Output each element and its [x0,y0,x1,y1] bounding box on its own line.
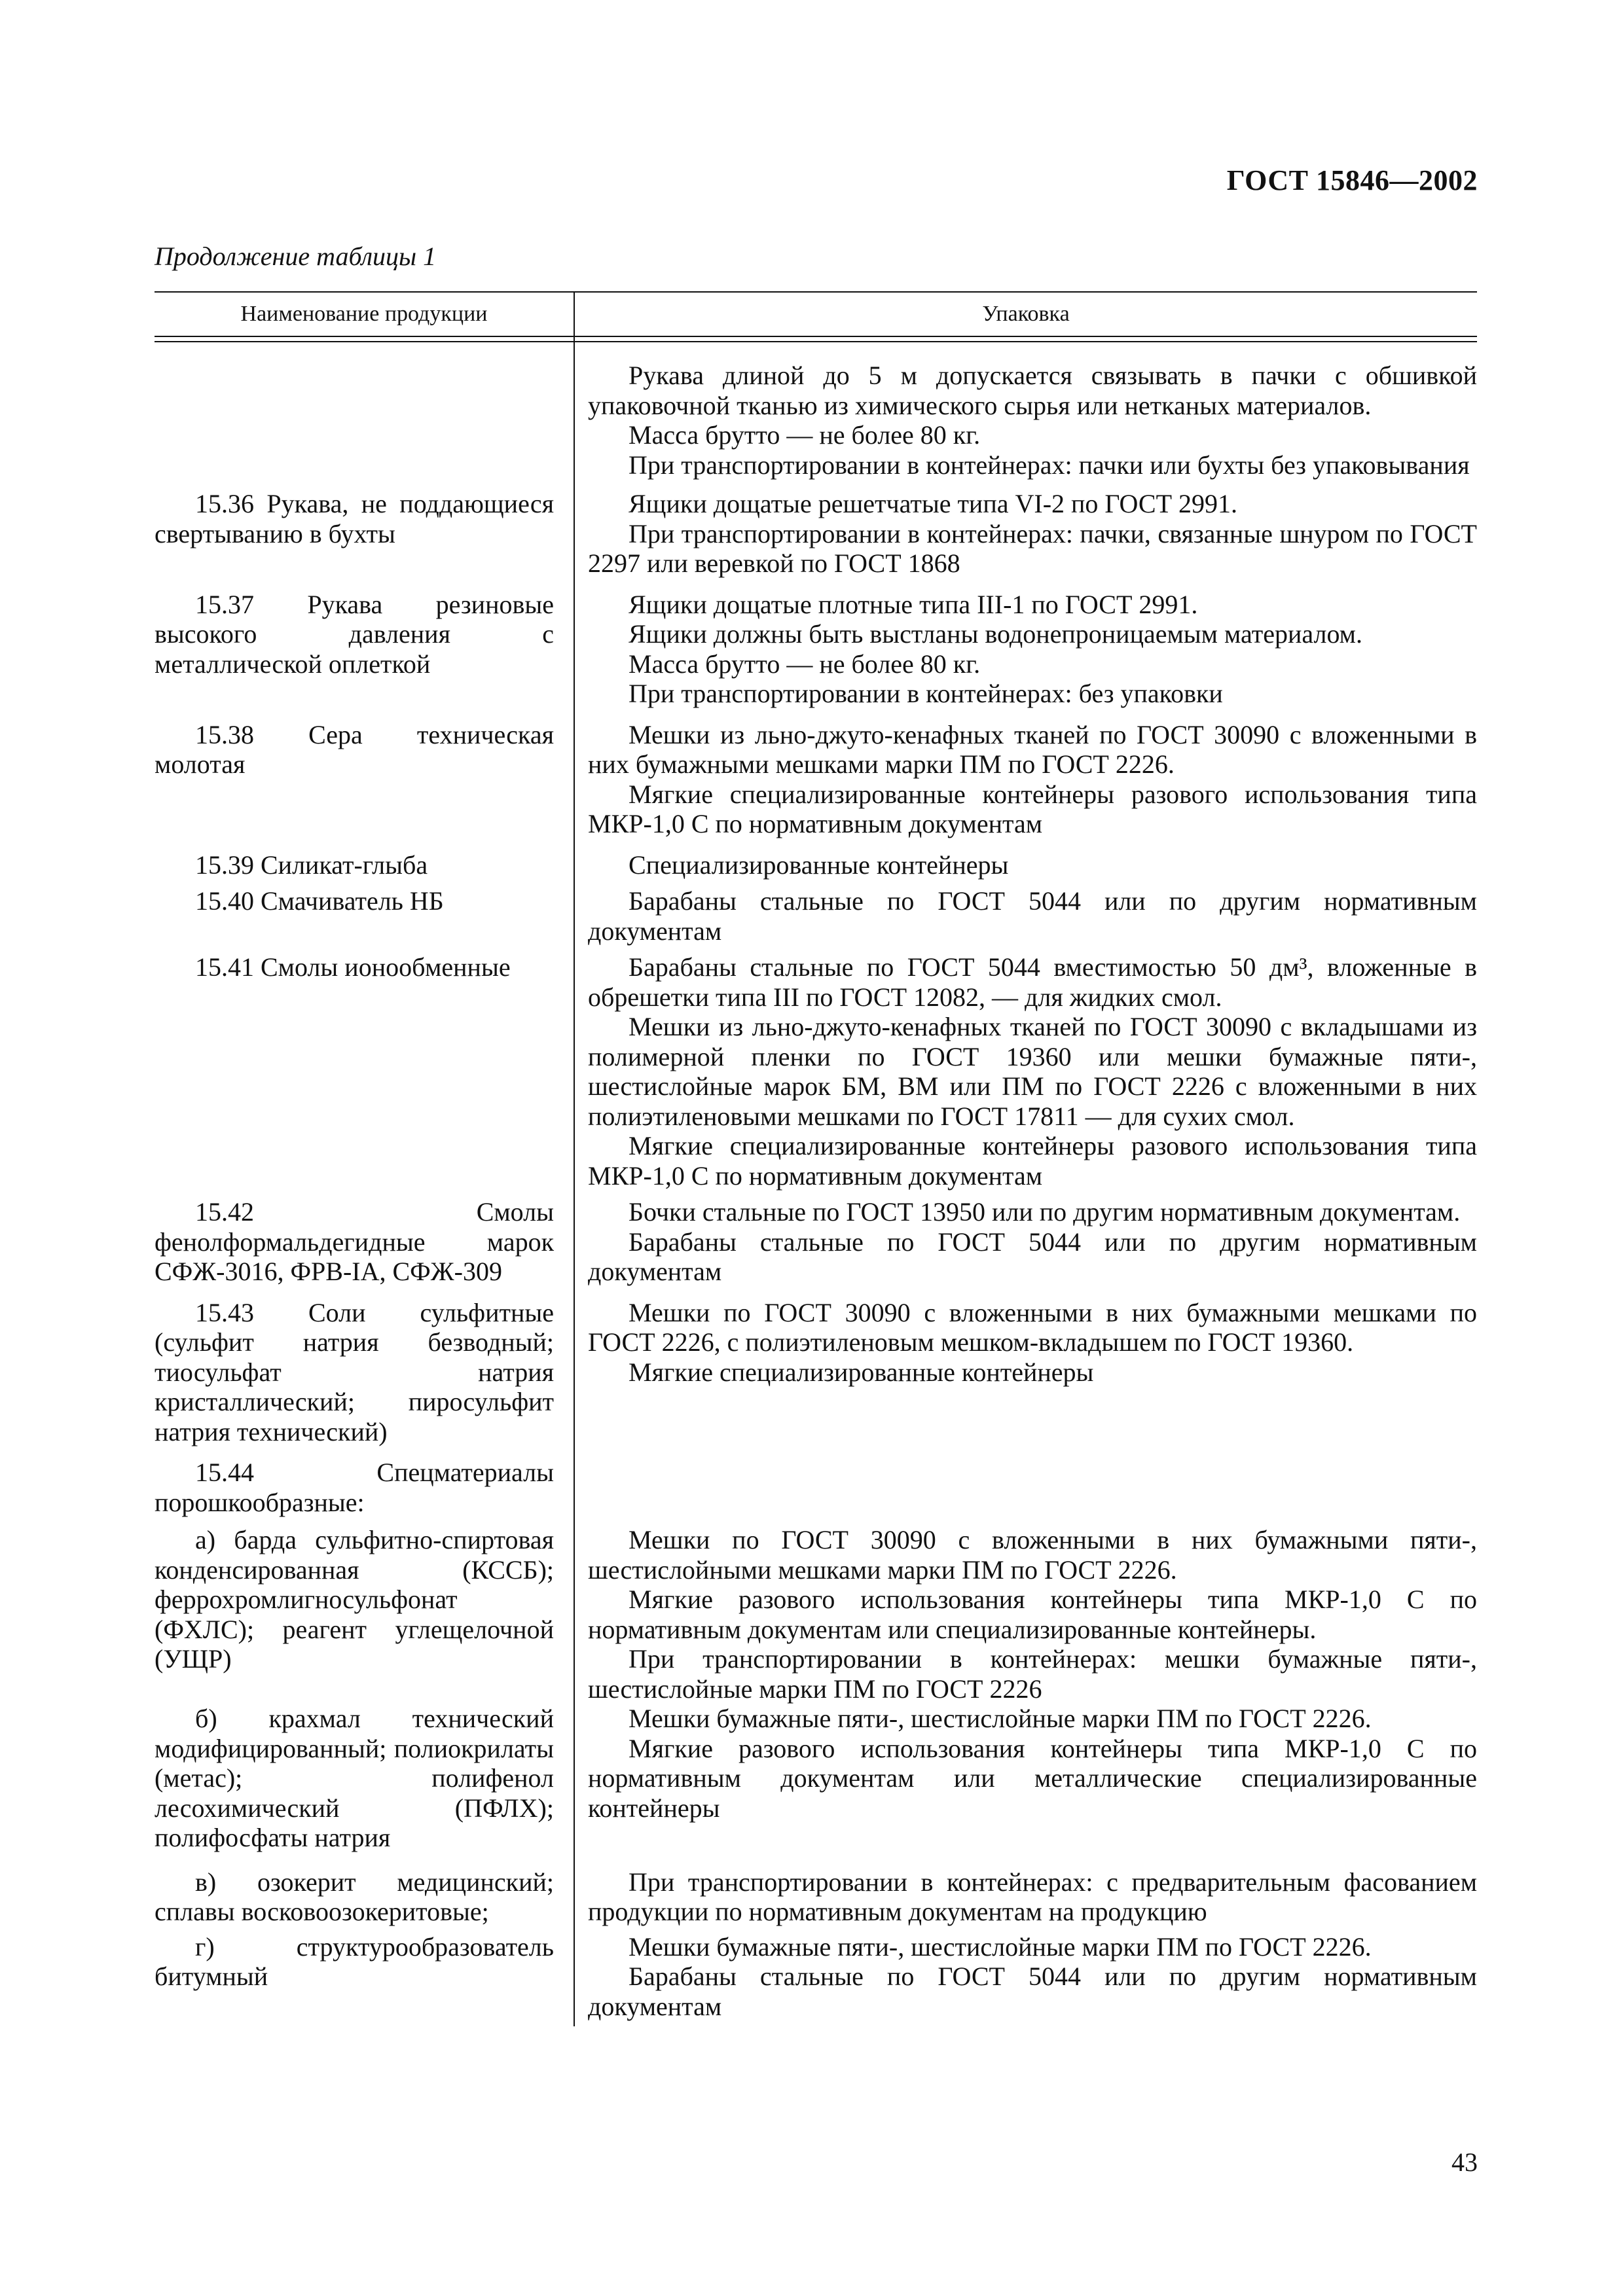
table-row [155,886,1477,946]
product-name: 15.36 Рукава, не поддающиеся свертыванию в бухты [155,489,554,548]
product-cell [155,720,574,839]
packing-paragraph: При транспортировании в контейнерах: без упаковки [629,679,1223,708]
packing-paragraph: Мешки бумажные пяти-, шестислойные марки ПМ по ГОСТ 2226. [629,1704,1372,1733]
product-name: а) барда сульфитно-спиртовая конденсированная (КССБ); феррохромлигносульфонат (ФХЛС); реагент углещелочной (УЩР) [155,1525,554,1674]
packing-paragraph: При транспортировании в контейнерах: с предварительным фасованием продукции по нормативным документам на продукцию [588,1867,1477,1926]
packing-cell [574,1298,1477,1447]
table-header [155,291,1477,337]
table-row [155,1704,1477,1853]
packing-paragraph: При транспортировании в контейнерах: пачки или бухты без упаковывания [629,450,1470,480]
product-cell [155,590,574,709]
table-row [155,1197,1477,1287]
product-cell [155,1298,574,1447]
packing-paragraph: Бочки стальные по ГОСТ 13950 или по другим нормативным документам. [629,1197,1461,1227]
packing-cell [574,886,1477,946]
document-code: ГОСТ 15846—2002 [1226,164,1478,196]
column-divider [574,294,575,2026]
product-name: 15.41 Смолы ионообменные [195,952,511,982]
table-caption: Продолжение таблицы 1 [155,242,437,271]
packing-paragraph: Мешки по ГОСТ 30090 с вложенными в них бумажными мешками по ГОСТ 2226, с полиэтиленовым мешком-вкладышем по ГОСТ 19360. [588,1297,1477,1357]
packing-table [155,291,1477,2021]
product-cell [155,489,574,579]
packing-paragraph: При транспортировании в контейнерах: пачки, связанные шнуром по ГОСТ 2297 или веревкой по ГОСТ 1868 [588,518,1477,578]
packing-paragraph: Барабаны стальные по ГОСТ 5044 или по другим нормативным документам [588,1227,1477,1286]
packing-paragraph: Специализированные контейнеры [629,850,1009,880]
packing-cell [574,489,1477,579]
product-name: 15.40 Смачиватель НБ [195,886,444,916]
product-name: 15.38 Сера техническая молотая [155,719,554,779]
table-body [155,342,1477,2021]
product-name: 15.37 Рукава резиновые высокого давления с металлической оплеткой [155,589,554,679]
packing-cell [574,1458,1477,1517]
packing-cell [574,1197,1477,1287]
packing-paragraph: Мягкие специализированные контейнеры разового использования типа МКР-1,0 С по нормативным документам [588,1131,1477,1191]
product-name: 15.44 Спецматериалы порошкообразные: [155,1458,554,1517]
header-double-rule [155,337,1477,342]
table-row [155,590,1477,709]
table-row [155,489,1477,579]
product-name: в) озокерит медицинский; сплавы восковоозокеритовые; [155,1867,554,1926]
packing-paragraph: Ящики дощатые решетчатые типа VI-2 по ГОСТ 2991. [629,489,1238,518]
packing-paragraph: Мягкие разового использования контейнеры типа МКР-1,0 С по нормативным документам или специализированные контейнеры. [588,1585,1477,1644]
packing-cell [574,952,1477,1191]
packing-cell [574,1525,1477,1704]
product-name: 15.42 Смолы фенолформальдегидные марок СФЖ-3016, ФРВ-IA, СФЖ-309 [155,1197,554,1286]
product-cell [155,1525,574,1704]
column-header-product: Наименование продукции [155,293,575,336]
page-number: 43 [1451,2147,1478,2177]
packing-paragraph: Ящики должны быть выстланы водонепроницаемым материалом. [629,619,1362,649]
table-row [155,720,1477,839]
packing-paragraph: При транспортировании в контейнерах: мешки бумажные пяти-, шестислойные марки ПМ по ГОСТ 2226 [588,1644,1477,1704]
packing-cell [574,1932,1477,2022]
product-name: б) крахмал технический модифицированный; полиокрилаты (метас); полифенол лесохимический (ПФЛХ); полифосфаты натрия [155,1704,554,1852]
packing-paragraph: Мягкие специализированные контейнеры разового использования типа МКР-1,0 С по нормативным документам [588,779,1477,838]
product-name: 15.39 Силикат-глыба [195,850,428,880]
product-cell [155,1458,574,1517]
packing-paragraph: Мешки по ГОСТ 30090 с вложенными в них бумажными пяти-, шестислойными мешками марки ПМ по ГОСТ 2226. [588,1525,1477,1585]
product-cell [155,1704,574,1853]
column-header-packing: Упаковка [982,302,1070,326]
packing-paragraph: Барабаны стальные по ГОСТ 5044 или по другим нормативным документам [588,886,1477,946]
packing-paragraph: Барабаны стальные по ГОСТ 5044 или по другим нормативным документам [588,1962,1477,2021]
product-name: г) структурообразователь битумный [155,1931,554,1991]
packing-cell [574,361,1477,480]
packing-paragraph: Ящики дощатые плотные типа III-1 по ГОСТ 2991. [629,589,1198,619]
table-row [155,1525,1477,1704]
packing-cell [574,590,1477,709]
packing-paragraph: Масса брутто — не более 80 кг. [629,420,981,450]
packing-cell [574,850,1477,880]
table-row [155,1298,1477,1447]
product-cell [155,850,574,880]
product-cell [155,1932,574,2022]
packing-paragraph: Мешки из льно-джуто-кенафных тканей по ГОСТ 30090 с вложенными в них бумажными мешками марки ПМ по ГОСТ 2226. [588,719,1477,779]
packing-cell [574,1867,1477,1927]
product-cell [155,886,574,946]
table-row [155,361,1477,480]
table-row [155,952,1477,1191]
packing-cell [574,1704,1477,1853]
product-cell [155,1867,574,1927]
product-cell [155,361,574,480]
packing-paragraph: Мягкие специализированные контейнеры [629,1357,1094,1387]
packing-cell [574,720,1477,839]
table-row [155,1458,1477,1517]
packing-paragraph: Барабаны стальные по ГОСТ 5044 вместимостью 50 дм³, вложенные в обрешетки типа III по ГОСТ 12082, — для жидких смол. [588,952,1477,1012]
packing-paragraph: Рукава длиной до 5 м допускается связывать в пачки с обшивкой упаковочной тканью из химического сырья или нетканых материалов. [588,361,1477,420]
product-name: 15.43 Соли сульфитные (сульфит натрия безводный; тиосульфат натрия кристаллический; пиросульфит натрия технический) [155,1297,554,1446]
product-cell [155,952,574,1191]
packing-paragraph: Мягкие разового использования контейнеры типа МКР-1,0 С по нормативным документам или металлические специализированные контейнеры [588,1733,1477,1823]
table-row [155,1932,1477,2022]
product-cell [155,1197,574,1287]
packing-paragraph: Мешки из льно-джуто-кенафных тканей по ГОСТ 30090 с вкладышами из полимерной пленки по ГОСТ 19360 или мешки бумажные пяти-, шестислойные марок БМ, ВМ или ПМ по ГОСТ 2226 с вложенными в них полиэтиленовыми мешками по ГОСТ 17811 — для сухих смол. [588,1012,1477,1131]
table-row [155,850,1477,880]
packing-paragraph: Масса брутто — не более 80 кг. [629,649,981,679]
packing-paragraph: Мешки бумажные пяти-, шестислойные марки ПМ по ГОСТ 2226. [629,1931,1372,1962]
table-row [155,1867,1477,1927]
